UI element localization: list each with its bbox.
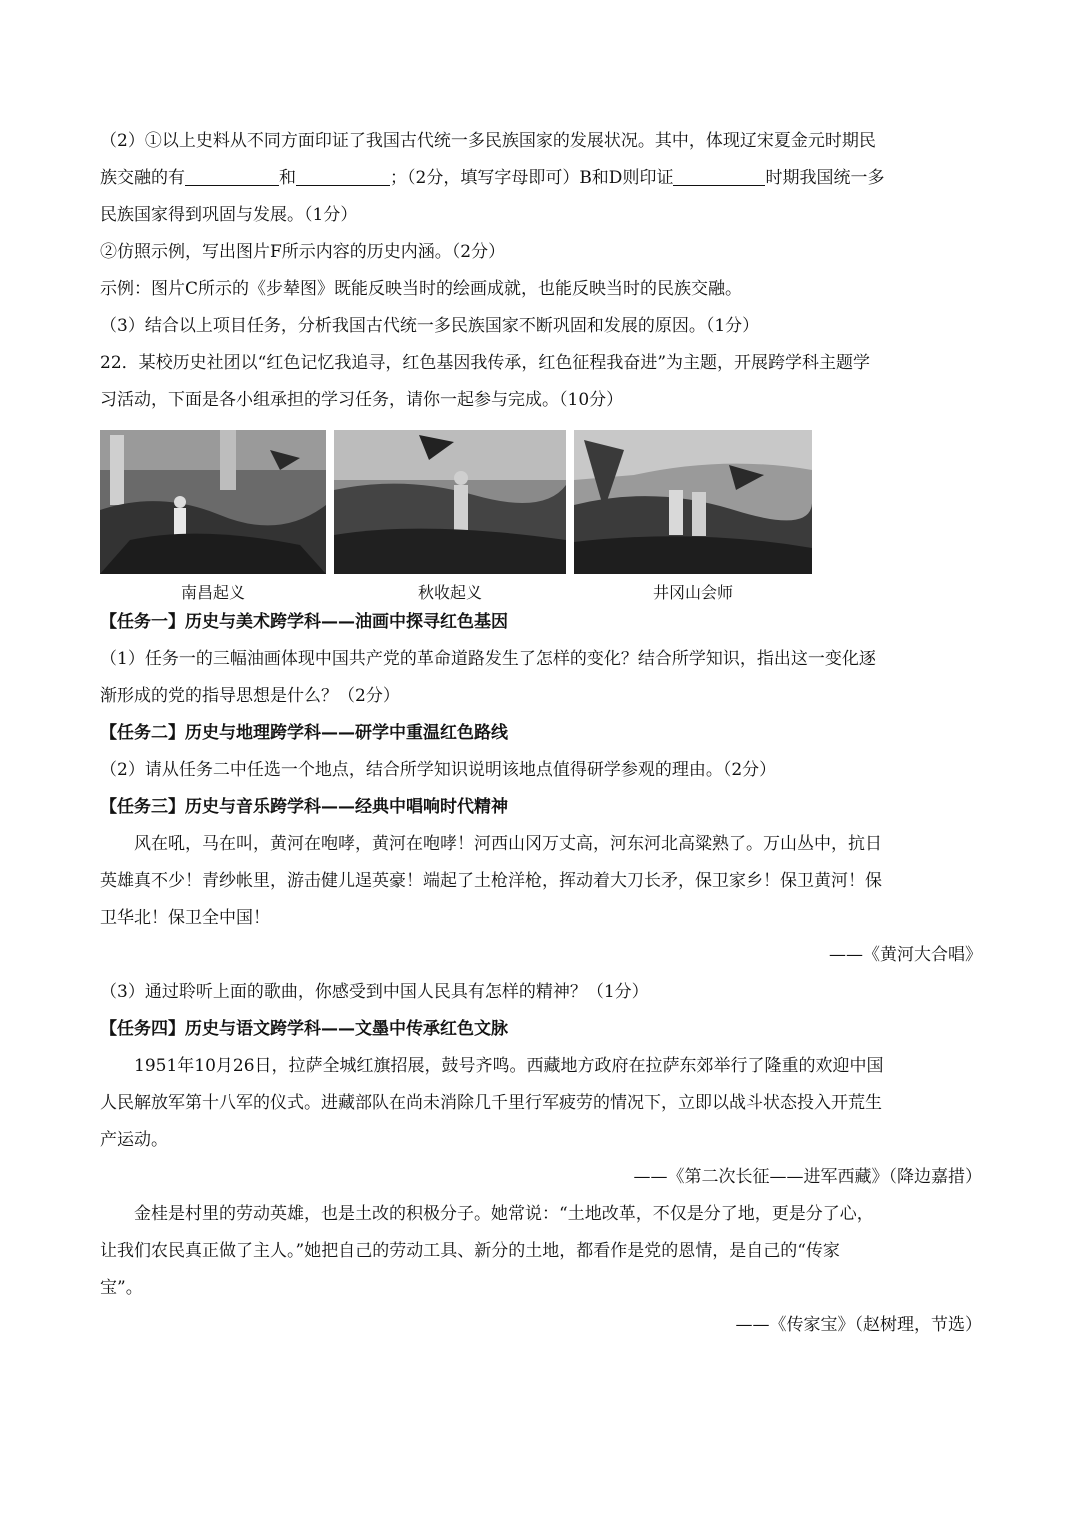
task4-source1: ——《第二次长征——进军西藏》（降边嘉措） <box>633 1167 982 1187</box>
caption-nanchang: 南昌起义 <box>180 583 245 602</box>
task2-q2: （2）请从任务二中任选一个地点，结合所学知识说明该地点值得研学参观的理由。（2分） <box>100 760 777 780</box>
q22-line1: 22．某校历史社团以“红色记忆我追寻，红色基因我传承，红色征程我奋进”为主题，开展跨学科主题学 <box>100 353 871 373</box>
answer-blank-3[interactable] <box>673 168 765 186</box>
lyric-line2: 英雄真不少！青纱帐里，游击健儿逞英豪！端起了土枪洋枪，挥动着大刀长矛，保卫家乡！保卫黄河！保 <box>100 871 882 891</box>
task1-q1-line1: （1）任务一的三幅油画体现中国共产党的革命道路发生了怎样的变化？结合所学知识，指出这一变化逐 <box>100 649 876 669</box>
painting-autumn-harvest-uprising-icon <box>334 430 566 574</box>
painting-jinggangshan-meeting-icon <box>574 430 812 574</box>
task4-p2-line1: 金桂是村里的劳动英雄，也是土改的积极分子。她常说：“土地改革，不仅是分了地，更是分了心， <box>134 1204 874 1224</box>
q21-2-line3: 民族国家得到巩固与发展。（1分） <box>100 205 358 225</box>
task4-p2-line3: 宝”。 <box>100 1278 143 1298</box>
answer-blank-2[interactable] <box>296 168 390 186</box>
task1-title: 【任务一】历史与美术跨学科——油画中探寻红色基因 <box>100 612 508 632</box>
q21-2-line1: （2）①以上史料从不同方面印证了我国古代统一多民族国家的发展状况。其中，体现辽宋夏金元时期民 <box>100 131 876 151</box>
q21-2-example: 示例：图片C所示的《步辇图》既能反映当时的绘画成就，也能反映当时的民族交融。 <box>100 279 743 299</box>
lyric-source: ——《黄河大合唱》 <box>829 945 982 965</box>
task3-q3: （3）通过聆听上面的歌曲，你感受到中国人民具有怎样的精神？（1分） <box>100 982 649 1002</box>
task4-source2: ——《传家宝》（赵树理，节选） <box>735 1315 982 1335</box>
task4-p1-line1: 1951年10月26日，拉萨全城红旗招展，鼓号齐鸣。西藏地方政府在拉萨东郊举行了隆重的欢迎中国 <box>134 1056 884 1076</box>
caption-jinggangshan: 井冈山会师 <box>652 583 733 602</box>
painting-nanchang-uprising-icon <box>100 430 326 574</box>
lyric-line3: 卫华北！保卫全中国！ <box>100 908 270 928</box>
q21-3: （3）结合以上项目任务，分析我国古代统一多民族国家不断巩固和发展的原因。（1分） <box>100 316 760 336</box>
task4-title: 【任务四】历史与语文跨学科——文墨中传承红色文脉 <box>100 1019 508 1039</box>
q21-2-sub2: ②仿照示例，写出图片F所示内容的历史内涵。（2分） <box>100 242 506 262</box>
q21-2-line2: 族交融的有 和 ；（2分，填写字母即可）B和D则印证 时期我国统一多 <box>100 168 885 188</box>
task3-title: 【任务三】历史与音乐跨学科——经典中唱响时代精神 <box>100 797 508 817</box>
oil-paintings <box>100 430 820 610</box>
task4-p2-line2: 让我们农民真正做了主人。”她把自己的劳动工具、新分的土地，都看作是党的恩情，是自己的“传家 <box>100 1241 840 1261</box>
task4-p1-line2: 人民解放军第十八军的仪式。进藏部队在尚未消除几千里行军疲劳的情况下，立即以战斗状态投入开荒生 <box>100 1093 882 1113</box>
task4-p1-line3: 产运动。 <box>100 1130 168 1150</box>
answer-blank-1[interactable] <box>185 168 279 186</box>
q22-line2: 习活动，下面是各小组承担的学习任务，请你一起参与完成。（10分） <box>100 390 624 410</box>
task1-q1-line2: 渐形成的党的指导思想是什么？（2分） <box>100 686 400 706</box>
lyric-line1: 风在吼，马在叫，黄河在咆哮，黄河在咆哮！河西山冈万丈高，河东河北高粱熟了。万山丛中，抗日 <box>134 834 882 854</box>
caption-autumn-harvest: 秋收起义 <box>417 583 482 602</box>
task2-title: 【任务二】历史与地理跨学科——研学中重温红色路线 <box>100 723 508 743</box>
